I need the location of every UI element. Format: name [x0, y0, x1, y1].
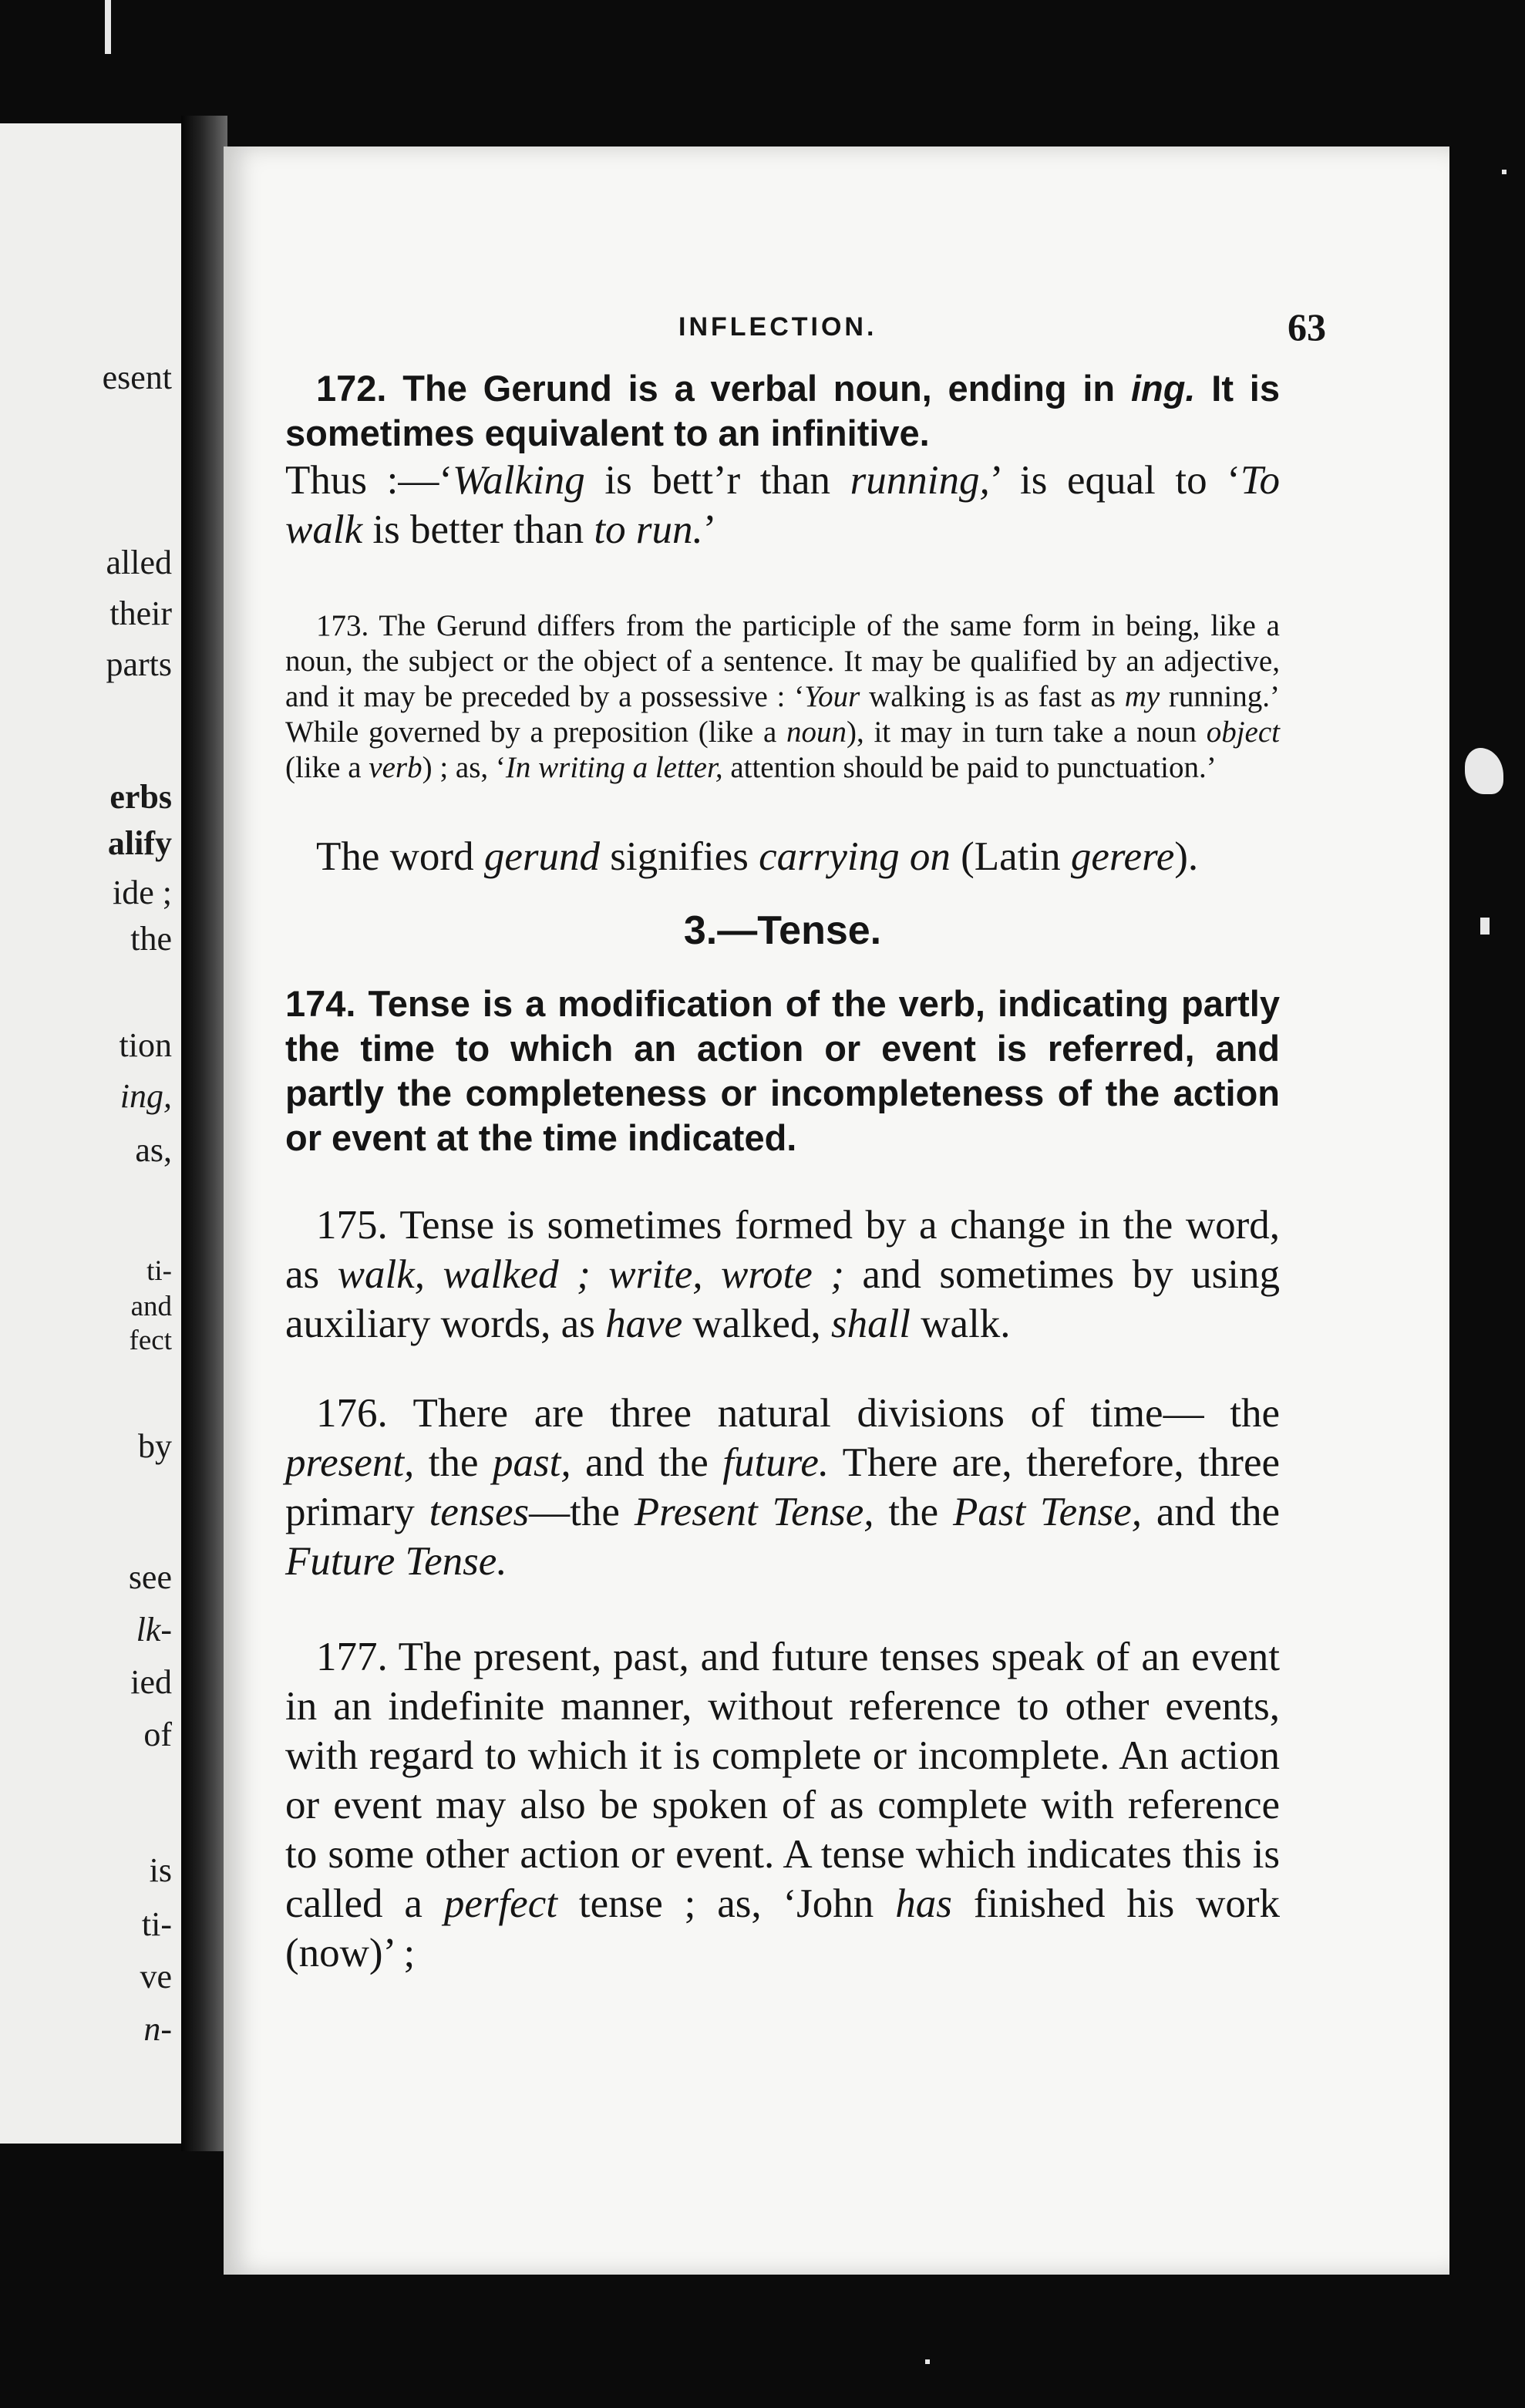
text-run: The word [316, 834, 484, 879]
definition-ing: ing. [1130, 368, 1196, 409]
text-run: 175. Tense is sometimes formed by a change in the word, as [285, 1203, 1280, 1297]
gerund-etymology-note [285, 832, 1280, 881]
facing-line-fragment: alled [106, 544, 172, 581]
text-run: walked, [682, 1302, 831, 1346]
italic-term: future. [722, 1440, 830, 1485]
text-run: and sometimes by using auxiliary words, as [285, 1252, 1280, 1346]
facing-line-fragment: erbs [109, 778, 172, 816]
facing-line-fragment: is [149, 1851, 172, 1889]
facing-line-fragment: by [138, 1427, 172, 1465]
italic-term: object [1206, 716, 1280, 749]
paragraph-174-definition: 174. Tense is a modification of the verb, indicating partly the time to which an action or event is referred, and partly the completeness or incompleteness of the action or event at the time indicated. [285, 983, 1280, 1158]
text-run: 173. The Gerund differs from the participle of the same form in being, like a noun, the subject or the object of a sentence. It may be qualified by an adjective, and it may be preceded by a possessive : ‘ [285, 609, 1280, 713]
facing-line-fragment: of [143, 1716, 172, 1753]
facing-line-fragment: fect [129, 1325, 172, 1356]
running-head: INFLECTION. [678, 312, 877, 342]
definition-text: It is sometimes equivalent to an infinitive. [285, 368, 1281, 453]
text-run: finished his work (now)’ ; [285, 1881, 1280, 1975]
text-run: ) ; as, ‘ [422, 751, 506, 784]
italic-term: noun [786, 716, 847, 749]
italic-term: gerund [483, 834, 600, 879]
italic-term: carrying on [759, 834, 951, 879]
italic-term: gerere [1070, 834, 1175, 879]
paragraph-176 [285, 1389, 1280, 1586]
paragraph-177 [285, 1632, 1280, 1978]
facing-line-fragment: esent [102, 359, 172, 396]
facing-line-fragment: the [130, 920, 172, 958]
facing-line-fragment: and [130, 1291, 172, 1322]
facing-line-fragment: their [109, 594, 172, 632]
text-run: the [874, 1490, 953, 1534]
text-run: ). [1174, 834, 1199, 879]
facing-line-fragment: as, [135, 1131, 172, 1169]
definition-text: The Gerund is a verbal noun, ending in [402, 368, 1116, 409]
text-run: attention should be paid to punctuation.’ [722, 751, 1217, 784]
facing-line-fragment: ied [130, 1663, 172, 1701]
paragraph-172-definition [285, 366, 1280, 456]
text-run: ), it may in turn take a noun [846, 716, 1207, 749]
text-run: —the [529, 1490, 635, 1534]
facing-line-fragment: ti- [146, 1255, 172, 1287]
book-binding-gutter [181, 116, 227, 2151]
text-run: tense ; as, ‘John [557, 1881, 896, 1926]
facing-line-fragment: n- [143, 2010, 172, 2048]
scan-speck [1480, 918, 1490, 935]
facing-line-fragment: tion [119, 1026, 172, 1064]
italic-term: verb [369, 751, 422, 784]
text-run: running.’ While governed by a preposition (like a [285, 680, 1280, 749]
italic-term: walk, walked ; write, wrote ; [337, 1252, 844, 1297]
italic-term: my [1124, 680, 1160, 713]
facing-line-fragment: ve [140, 1958, 172, 1995]
text-run: and the [571, 1440, 723, 1485]
paragraph-175 [285, 1201, 1280, 1349]
scan-speck [1502, 170, 1506, 174]
italic-term: to run. [594, 507, 703, 552]
scan-speck [105, 0, 111, 54]
section-heading: 3.—Tense. [683, 908, 882, 953]
page-body [285, 366, 1280, 1978]
italic-term: past, [493, 1440, 571, 1485]
italic-term: has [895, 1881, 952, 1926]
scan-speck [925, 2359, 930, 2364]
italic-term: tenses [429, 1490, 530, 1534]
facing-line-fragment: see [128, 1558, 172, 1596]
italic-term: have [605, 1302, 683, 1346]
facing-line-fragment: ide ; [113, 874, 172, 911]
italic-term: present, [285, 1440, 415, 1485]
facing-line-fragment: ti- [141, 1905, 172, 1943]
book-page [224, 147, 1449, 2275]
text-run: is bett’r than [584, 458, 850, 503]
italic-term: Future Tense. [285, 1539, 507, 1584]
text-run: and the [1142, 1490, 1281, 1534]
text-run: (Latin [950, 834, 1071, 879]
facing-line-fragment: parts [106, 645, 172, 683]
text-run: There are, therefore, three primary [285, 1440, 1281, 1534]
italic-term: Past Tense, [952, 1490, 1143, 1534]
text-run: is better than [362, 507, 594, 552]
text-run: walking is as fast as [860, 680, 1125, 713]
italic-term: perfect [443, 1881, 557, 1926]
page-header [224, 305, 1449, 351]
text-run: Thus :—‘ [285, 458, 453, 503]
text-run: walk. [911, 1302, 1011, 1346]
text-run: the [414, 1440, 493, 1485]
facing-line-fragment: ing, [120, 1077, 172, 1115]
italic-term: running, [850, 458, 990, 503]
facing-page-fragment [0, 123, 181, 2144]
italic-term: shall [830, 1302, 911, 1346]
italic-term: To walk [285, 458, 1281, 552]
italic-term: In writing a letter, [505, 751, 723, 784]
text-run: 177. The present, past, and future tenses speak of an event in an indefinite manner, without reference to other events, with regard to which it is complete or incomplete. An action or event may also be spoken of as complete with reference to some other action or event. A tense which indicates this is called a [285, 1635, 1280, 1926]
page-number: 63 [1288, 305, 1326, 349]
paragraph-number: 172. [316, 368, 387, 409]
text-run: ’ [702, 507, 717, 552]
italic-term: Present Tense, [634, 1490, 874, 1534]
text-run: signifies [599, 834, 759, 879]
paragraph-172-example [285, 456, 1280, 554]
paragraph-173-note [285, 608, 1280, 786]
text-run: ’ is equal to ‘ [989, 458, 1241, 503]
facing-line-fragment: alify [107, 824, 172, 862]
italic-term: Your [804, 680, 860, 713]
text-run: (like a [285, 751, 369, 784]
facing-line-fragment: lk- [136, 1611, 172, 1649]
text-run: 176. There are three natural divisions of time— the [316, 1391, 1280, 1436]
scan-speck [1465, 748, 1503, 794]
italic-term: Walking [453, 458, 585, 503]
